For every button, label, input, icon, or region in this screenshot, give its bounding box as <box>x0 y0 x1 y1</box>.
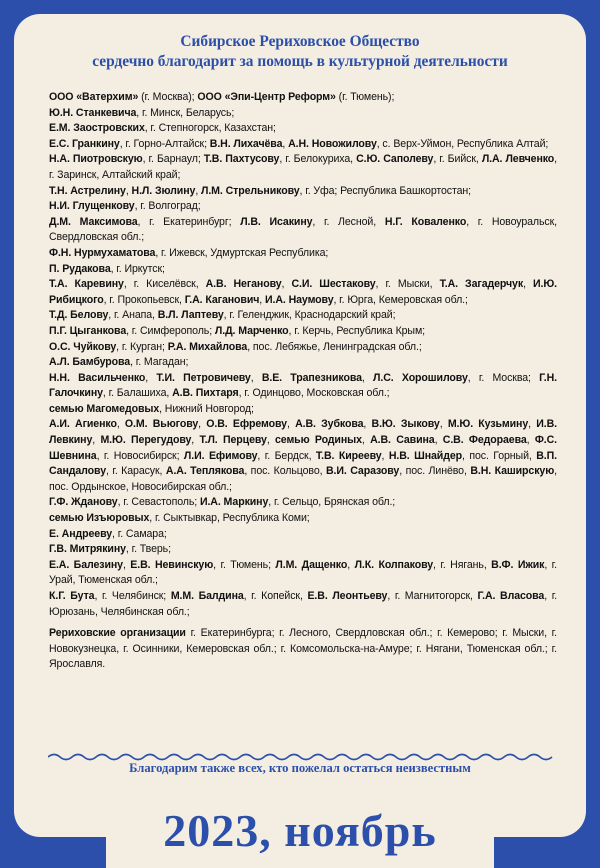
entry-text: , г. Сыктывкар, Республика Коми; <box>149 512 310 525</box>
entry-text: , г. Урай, Тюменская обл.; <box>49 558 557 587</box>
entry-text: , <box>259 293 265 306</box>
entry-name: Н.В. Шнайдер <box>388 449 462 462</box>
entry-name: Г.Ф. Жданову <box>49 496 118 509</box>
heading-line-2: сердечно благодарит за помощь в культурной деятельности <box>92 53 508 70</box>
entry-name: Н.И. Глущенкову <box>49 200 135 213</box>
entry-name: Н.А. Пиотровскую <box>49 153 143 166</box>
entry-text: , г. Минск, Беларусь; <box>136 106 235 119</box>
entry-name: Е. Андрееву <box>49 527 113 540</box>
entry-text: , г. Одинцово, Московская обл.; <box>238 387 390 400</box>
entry-name: А.В. Неганову <box>205 278 282 291</box>
entry-text: , г. Нягань, <box>433 558 492 571</box>
entry-text: , пос. Ордынское, Новосибирская обл.; <box>49 465 557 493</box>
entry-text: , г. Карасук, <box>106 465 166 478</box>
entry-name: Рериховские организации <box>49 627 186 640</box>
entry-paragraph <box>49 402 557 418</box>
entry-name: А.Л. Бамбурова <box>49 356 131 369</box>
entry-text: , г. Бердск, <box>257 449 316 462</box>
entry-name: А.В. Савина <box>370 434 435 447</box>
heading-line-1: Сибирское Рериховское Общество <box>180 33 420 50</box>
entry-paragraph <box>49 246 557 262</box>
entry-text: , г. Севастополь; <box>117 496 200 509</box>
entry-text: , г. Волгоград; <box>134 200 201 213</box>
entry-text: , г. Новосибирск; <box>96 449 184 462</box>
entry-text: , <box>281 278 292 291</box>
entry-text: , г. Магадан; <box>130 356 189 369</box>
entry-text: , г. Барнаул; <box>142 153 204 166</box>
entry-name: О.В. Ефремову <box>206 418 287 431</box>
entry-text: , г. Тюмень; <box>213 558 276 571</box>
entry-text: , <box>286 418 296 431</box>
entry-name: Т.Н. Астрелину <box>49 184 126 197</box>
entry-text: , пос. Кольцово, <box>244 465 326 478</box>
entry-name: О.С. Чуйкову <box>49 340 117 353</box>
entry-text: , г. Прокопьевск, <box>103 293 185 306</box>
entry-text: , г. Балашиха, <box>102 387 173 400</box>
entry-text: , <box>381 449 389 462</box>
entry-name: Д.М. Максимова <box>49 215 138 228</box>
entry-text: , пос. Горный, <box>461 449 537 462</box>
thanks-list <box>49 90 557 673</box>
year-band <box>0 798 600 865</box>
entry-name: Т.А. Каревину <box>49 278 124 291</box>
entry-name: И.В. Левкину <box>49 418 558 447</box>
entry-paragraph <box>49 137 557 153</box>
entry-paragraph <box>49 121 557 137</box>
entry-name: А.А. Теплякова <box>165 465 245 478</box>
entry-paragraph <box>49 184 557 200</box>
entry-text: , пос. Линёво, <box>399 465 471 478</box>
entry-text: (г. Тюмень); <box>335 91 395 103</box>
entry-name: Л.В. Исакину <box>240 215 313 228</box>
entry-name: Т.В. Пахтусову <box>203 153 280 166</box>
entry-text: , Нижний Новгород; <box>159 402 254 415</box>
entry-name: ООО «Ватерхим» <box>49 91 139 103</box>
entry-name: Г.А. Каганович <box>184 293 260 306</box>
entry-paragraph <box>49 152 557 183</box>
entry-text: , г. Тверь; <box>125 543 171 556</box>
entry-text: , г. Сельцо, Брянская обл.; <box>268 496 396 509</box>
entry-text: , <box>361 371 374 384</box>
entry-paragraph <box>49 542 557 558</box>
entry-name: Л.Д. Марченко <box>214 324 289 337</box>
entry-text: , <box>92 434 101 447</box>
entry-text: , г. Анапа, <box>108 309 158 322</box>
entry-name: М.Ю. Перегудову <box>100 434 192 447</box>
entry-name: С.Ю. Саполеву <box>356 153 434 166</box>
entry-name: Н.Л. Зюлину <box>131 184 196 197</box>
entry-name: В.Ю. Зыкову <box>371 418 440 431</box>
entry-name: семью Магомедовых <box>49 402 160 415</box>
entry-name: С.И. Шестакову <box>291 278 376 291</box>
entry-name: Л.М. Дащенко <box>275 558 348 571</box>
entry-text: , <box>526 434 535 447</box>
entry-text: , г. Горно-Алтайск; <box>119 137 210 150</box>
entry-name: Л.М. Стрельникову <box>201 184 300 197</box>
entry-text: , г. Керчь, Республика Крым; <box>288 324 425 337</box>
entry-paragraph <box>49 340 557 356</box>
entry-name: А.Н. Новожилову <box>288 137 377 150</box>
entry-name: А.В. Зубкова <box>295 418 364 431</box>
entry-name: ООО «Эпи-Центр Реформ» <box>197 91 336 103</box>
entry-text: , г. Уфа; Республика Башкортостан; <box>299 184 472 197</box>
entry-paragraph <box>49 262 557 278</box>
entry-name: Е.М. Заостровских <box>49 122 145 135</box>
entry-name: Н.Н. Васильченко <box>49 371 146 384</box>
entry-text: , г. Юрга, Кемеровская обл.; <box>333 293 468 306</box>
entry-text: г. Екатеринбурга; г. Лесного, Свердловская обл.; г. Кемерово; г. Мыски, г. Новокузнецка, г. Осинники, Кемеровская обл.; г. Комсомольска-на-Амуре; г. Нягани, Тюменская обл.; г. Ярославля. <box>49 627 557 671</box>
entry-paragraph <box>49 511 557 527</box>
entry-text: , <box>191 434 200 447</box>
entry-paragraph <box>49 308 557 324</box>
entry-paragraph <box>49 277 557 308</box>
entry-paragraph <box>49 527 557 543</box>
entry-text: , г. Москва; <box>467 371 540 384</box>
entry-text: , г. Магнитогорск, <box>387 590 478 602</box>
entry-name: Г.А. Власова <box>477 590 545 602</box>
entry-name: О.М. Вьюгову <box>124 418 199 431</box>
entry-paragraph <box>49 355 557 371</box>
entry-name: В.Н. Каширскую <box>470 465 555 478</box>
entry-name: Ф.С. Шевнина <box>49 434 558 462</box>
entry-paragraph <box>49 324 557 340</box>
entry-text: , г. Челябинск; <box>94 590 171 602</box>
entry-paragraph <box>49 90 557 106</box>
entry-name: С.В. Федораева <box>442 434 527 447</box>
entry-paragraph <box>49 417 557 495</box>
entry-text: , г. Копейск, <box>243 590 308 602</box>
entry-text: , г. Екатеринбург; <box>137 215 241 228</box>
entry-name: Е.С. Гранкину <box>49 137 120 150</box>
entry-text: , <box>122 558 131 571</box>
entry-text: , г. Белокуриха, <box>279 153 357 166</box>
entry-name: В.П. Сандалову <box>49 449 557 478</box>
entry-name: М.Ю. Кузьмину <box>447 418 529 431</box>
entry-text: , г. Самара; <box>112 527 167 540</box>
entry-text: , г. Заринск, Алтайский край; <box>49 153 558 181</box>
entry-name: М.М. Балдина <box>170 590 244 602</box>
entry-paragraph <box>49 215 557 246</box>
entry-text: , <box>282 137 289 150</box>
entry-text: , <box>125 184 132 197</box>
entry-text: , <box>347 558 355 571</box>
entry-text: , <box>195 184 201 197</box>
entry-text: , с. Верх-Уймон, Республика Алтай; <box>376 137 549 150</box>
entry-name: И.А. Наумову <box>264 293 334 306</box>
entry-name: Е.А. Балезину <box>49 558 123 571</box>
entry-name: В.Л. Лаптеву <box>157 309 224 322</box>
entry-text: , г. Симферополь; <box>126 324 215 337</box>
entry-text: , г. Новоуральск, Свердловская обл.; <box>49 215 557 244</box>
entry-name: Л.К. Колпакову <box>354 558 434 571</box>
entry-name: В.Е. Трапезникова <box>261 371 362 384</box>
entry-name: Г.Н. Галочкину <box>49 371 557 400</box>
entry-name: П. Рудакова <box>49 262 111 275</box>
entry-name: Н.Г. Коваленко <box>384 215 467 228</box>
entry-name: Т.Д. Белову <box>49 309 109 322</box>
entry-name: Т.Л. Перцеву <box>199 434 267 447</box>
entry-text: , г. Иркутск; <box>110 262 165 275</box>
entry-paragraph <box>49 589 557 620</box>
entry-name: В.И. Саразову <box>325 465 400 478</box>
entry-name: Л.А. Левченко <box>481 153 555 166</box>
entry-name: А.В. Пихтаря <box>172 387 239 400</box>
entry-text: , <box>250 371 262 384</box>
year-label: 2023, ноябрь <box>163 805 437 856</box>
entry-name: В.Н. Лихачёва <box>209 137 283 150</box>
entry-name: Ф.Н. Нурмухаматова <box>49 246 156 259</box>
entry-text: , <box>266 434 275 447</box>
entry-name: Л.С. Хорошилову <box>373 371 468 384</box>
entry-paragraph <box>49 558 557 589</box>
entry-name: Т.В. Киреeву <box>315 449 382 462</box>
entry-name: Ю.Н. Станкевича <box>49 106 137 119</box>
entry-text: , <box>363 418 372 431</box>
entry-name: Е.В. Леонтьеву <box>307 590 388 602</box>
entry-text: , г. Юрюзань, Челябинская обл.; <box>49 590 558 618</box>
entry-name: Е.В. Невинскую <box>130 558 214 571</box>
entry-text: (г. Москва); <box>138 91 198 103</box>
entry-paragraph <box>49 199 557 215</box>
entry-name: И.Ю. Рибицкого <box>49 278 558 306</box>
entry-name: семью Изъюровых <box>49 512 150 525</box>
entry-name: Т.А. Загадерчук <box>439 278 524 291</box>
entry-paragraph <box>49 106 557 122</box>
entry-text: , <box>361 434 371 447</box>
entry-paragraph <box>49 371 557 402</box>
entry-name: А.И. Агиенко <box>49 418 117 431</box>
entry-text: , <box>434 434 443 447</box>
entry-name: Р.А. Михайлова <box>167 340 248 353</box>
heading <box>0 32 600 72</box>
entry-text: , г. Мыски, <box>375 278 440 291</box>
entry-text: , <box>523 278 533 291</box>
entry-text: , г. Бийск, <box>433 153 482 166</box>
entry-text: , <box>116 418 125 431</box>
entry-name: П.Г. Цыганкова <box>49 324 127 337</box>
footnote: Благодарим также всех, кто пожелал остаться неизвестным <box>129 761 471 775</box>
entry-text: , г. Курган; <box>116 340 168 353</box>
entry-text: , г. Геленджик, Краснодарский край; <box>223 309 396 322</box>
entry-text: , <box>439 418 448 431</box>
entry-name: семью Родиных <box>275 434 362 447</box>
entry-paragraph <box>49 495 557 511</box>
entry-text: , <box>145 371 157 384</box>
entry-text: , г. Степногорск, Казахстан; <box>144 122 276 135</box>
entry-text: , г. Ижевск, Удмуртская Республика; <box>155 246 329 259</box>
entry-name: Т.И. Петровичеву <box>156 371 251 384</box>
entry-text: , <box>528 418 537 431</box>
entry-text: , пос. Лебяжье, Ленинградская обл.; <box>247 340 422 353</box>
entry-name: Л.И. Ефимову <box>183 449 258 462</box>
entry-text: , г. Киселёвск, <box>123 278 206 291</box>
entry-paragraph <box>49 626 557 673</box>
entry-text: , <box>198 418 207 431</box>
entry-text: , г. Лесной, <box>312 215 385 228</box>
entry-name: Г.В. Митрякину <box>49 543 126 556</box>
entry-name: К.Г. Бута <box>49 590 95 602</box>
entry-name: И.А. Маркину <box>199 496 269 509</box>
entry-name: В.Ф. Ижик <box>491 558 545 571</box>
